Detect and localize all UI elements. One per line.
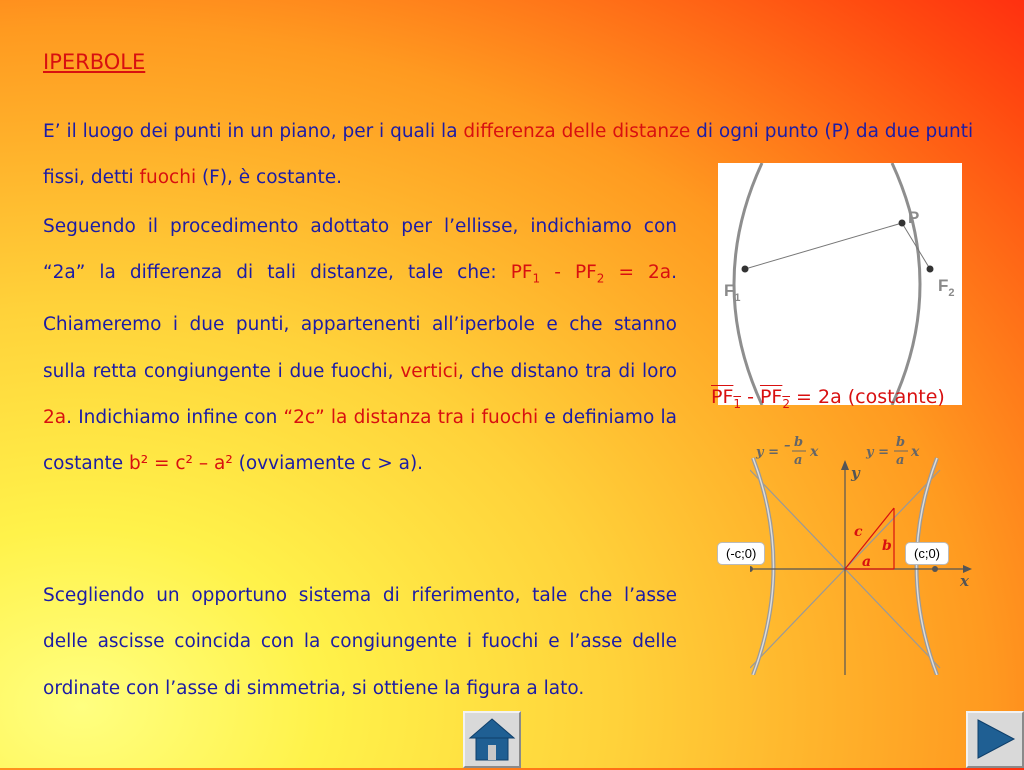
- formula-pf1-label: PF: [510, 262, 533, 284]
- highlight-2c: “2c” la distanza tra i fuochi: [283, 406, 539, 428]
- definition-highlight-fuochi: fuochi: [139, 167, 197, 188]
- definition-caption: [711, 386, 945, 411]
- next-slide-button[interactable]: [966, 711, 1024, 768]
- focus-f2: [927, 266, 934, 273]
- svg-text:a: a: [794, 453, 803, 468]
- procedure-text-6: (ovviamente c > a).: [232, 453, 424, 475]
- formula-pf: [510, 262, 672, 286]
- caption-pf1: $PF_1$: [711, 386, 742, 411]
- svg-text:y =: y =: [756, 445, 779, 460]
- triangle-label-c: c: [854, 524, 863, 540]
- focus-f1: [742, 266, 749, 273]
- hyperbola-definition-diagram: [718, 163, 962, 405]
- hyperbola-left-branch: [734, 163, 762, 405]
- hyperbola-right-branch: [892, 163, 920, 405]
- left-focus-label: (-c;0): [718, 543, 764, 564]
- svg-text:–: –: [784, 438, 791, 453]
- caption-pf2: $PF_2$: [759, 386, 790, 411]
- home-icon: [465, 713, 519, 766]
- reference-system-paragraph: Scegliendo un opportuno sistema di riferimento, tale che l’asse delle ascisse coincida con la congiungente i fuochi e l’asse delle ordinate con l’asse di simmetria, si ottiene la figura a lato.: [43, 585, 677, 699]
- highlight-2a: 2a: [43, 406, 67, 428]
- caption-equation: = 2a (costante): [790, 386, 945, 408]
- triangle-label-a: a: [862, 554, 872, 570]
- svg-text:b: b: [896, 435, 906, 450]
- caption-minus: -: [741, 386, 760, 408]
- formula-equals: = 2a: [604, 262, 672, 284]
- asymptote-left-equation: [755, 435, 819, 468]
- axis-y-label: y: [851, 464, 860, 482]
- svg-text:x: x: [810, 444, 819, 460]
- hyperbola-definition-figure: [718, 163, 962, 405]
- svg-text:b: b: [794, 435, 804, 450]
- axis-x-label: x: [960, 572, 969, 590]
- segment-pf2: [902, 223, 930, 269]
- highlight-vertici: vertici: [400, 360, 458, 382]
- focus-right-dot: [932, 566, 938, 572]
- svg-text:a: a: [896, 453, 905, 468]
- label-p: P: [908, 208, 920, 227]
- definition-text-2: di ogni punto (P) da due punti fissi, detti: [43, 121, 974, 188]
- formula-sub-2: 2: [596, 271, 605, 286]
- label-f1: $F_1$: [724, 281, 741, 304]
- procedure-text-3: , che distano tra di loro: [457, 360, 678, 382]
- procedure-text-5: e definiamo la costante: [43, 406, 677, 475]
- right-focus-label: (c;0): [906, 543, 948, 564]
- procedure-paragraph: [43, 204, 677, 487]
- formula-pf2-label: - PF: [540, 262, 597, 284]
- point-p: [899, 220, 906, 227]
- highlight-b2-formula: b² = c² – a²: [128, 453, 233, 475]
- label-f2: $F_2$: [938, 276, 955, 299]
- definition-text-1: E’ il luogo dei punti in un piano, per i quali la: [43, 121, 464, 142]
- definition-text-3: (F), è costante.: [196, 167, 343, 188]
- triangle-label-b: b: [882, 538, 892, 554]
- y-axis-arrow: [841, 460, 849, 470]
- page-title: IPERBOLE: [43, 50, 146, 74]
- procedure-text-1: Seguendo il procedimento adottato per l’ellisse, indichiamo con “2a” la differenza di tali distanze, tale che:: [43, 216, 677, 284]
- procedure-text-2: . Chiameremo i due punti, appartenenti all’iperbole e che stanno sulla retta congiungente i due fuochi,: [43, 262, 677, 382]
- formula-sub-1: 1: [532, 271, 541, 286]
- svg-text:x: x: [911, 444, 920, 460]
- segment-pf1: [745, 223, 902, 269]
- svg-text:y =: y =: [866, 445, 889, 460]
- focus-left-dot: [750, 566, 753, 572]
- procedure-text-4: . Indichiamo infine con: [66, 406, 284, 428]
- asymptote-right-equation: [865, 435, 920, 468]
- definition-highlight-difference: differenza delle distanze: [463, 121, 691, 142]
- home-button[interactable]: [463, 711, 521, 768]
- play-next-icon: [968, 713, 1022, 766]
